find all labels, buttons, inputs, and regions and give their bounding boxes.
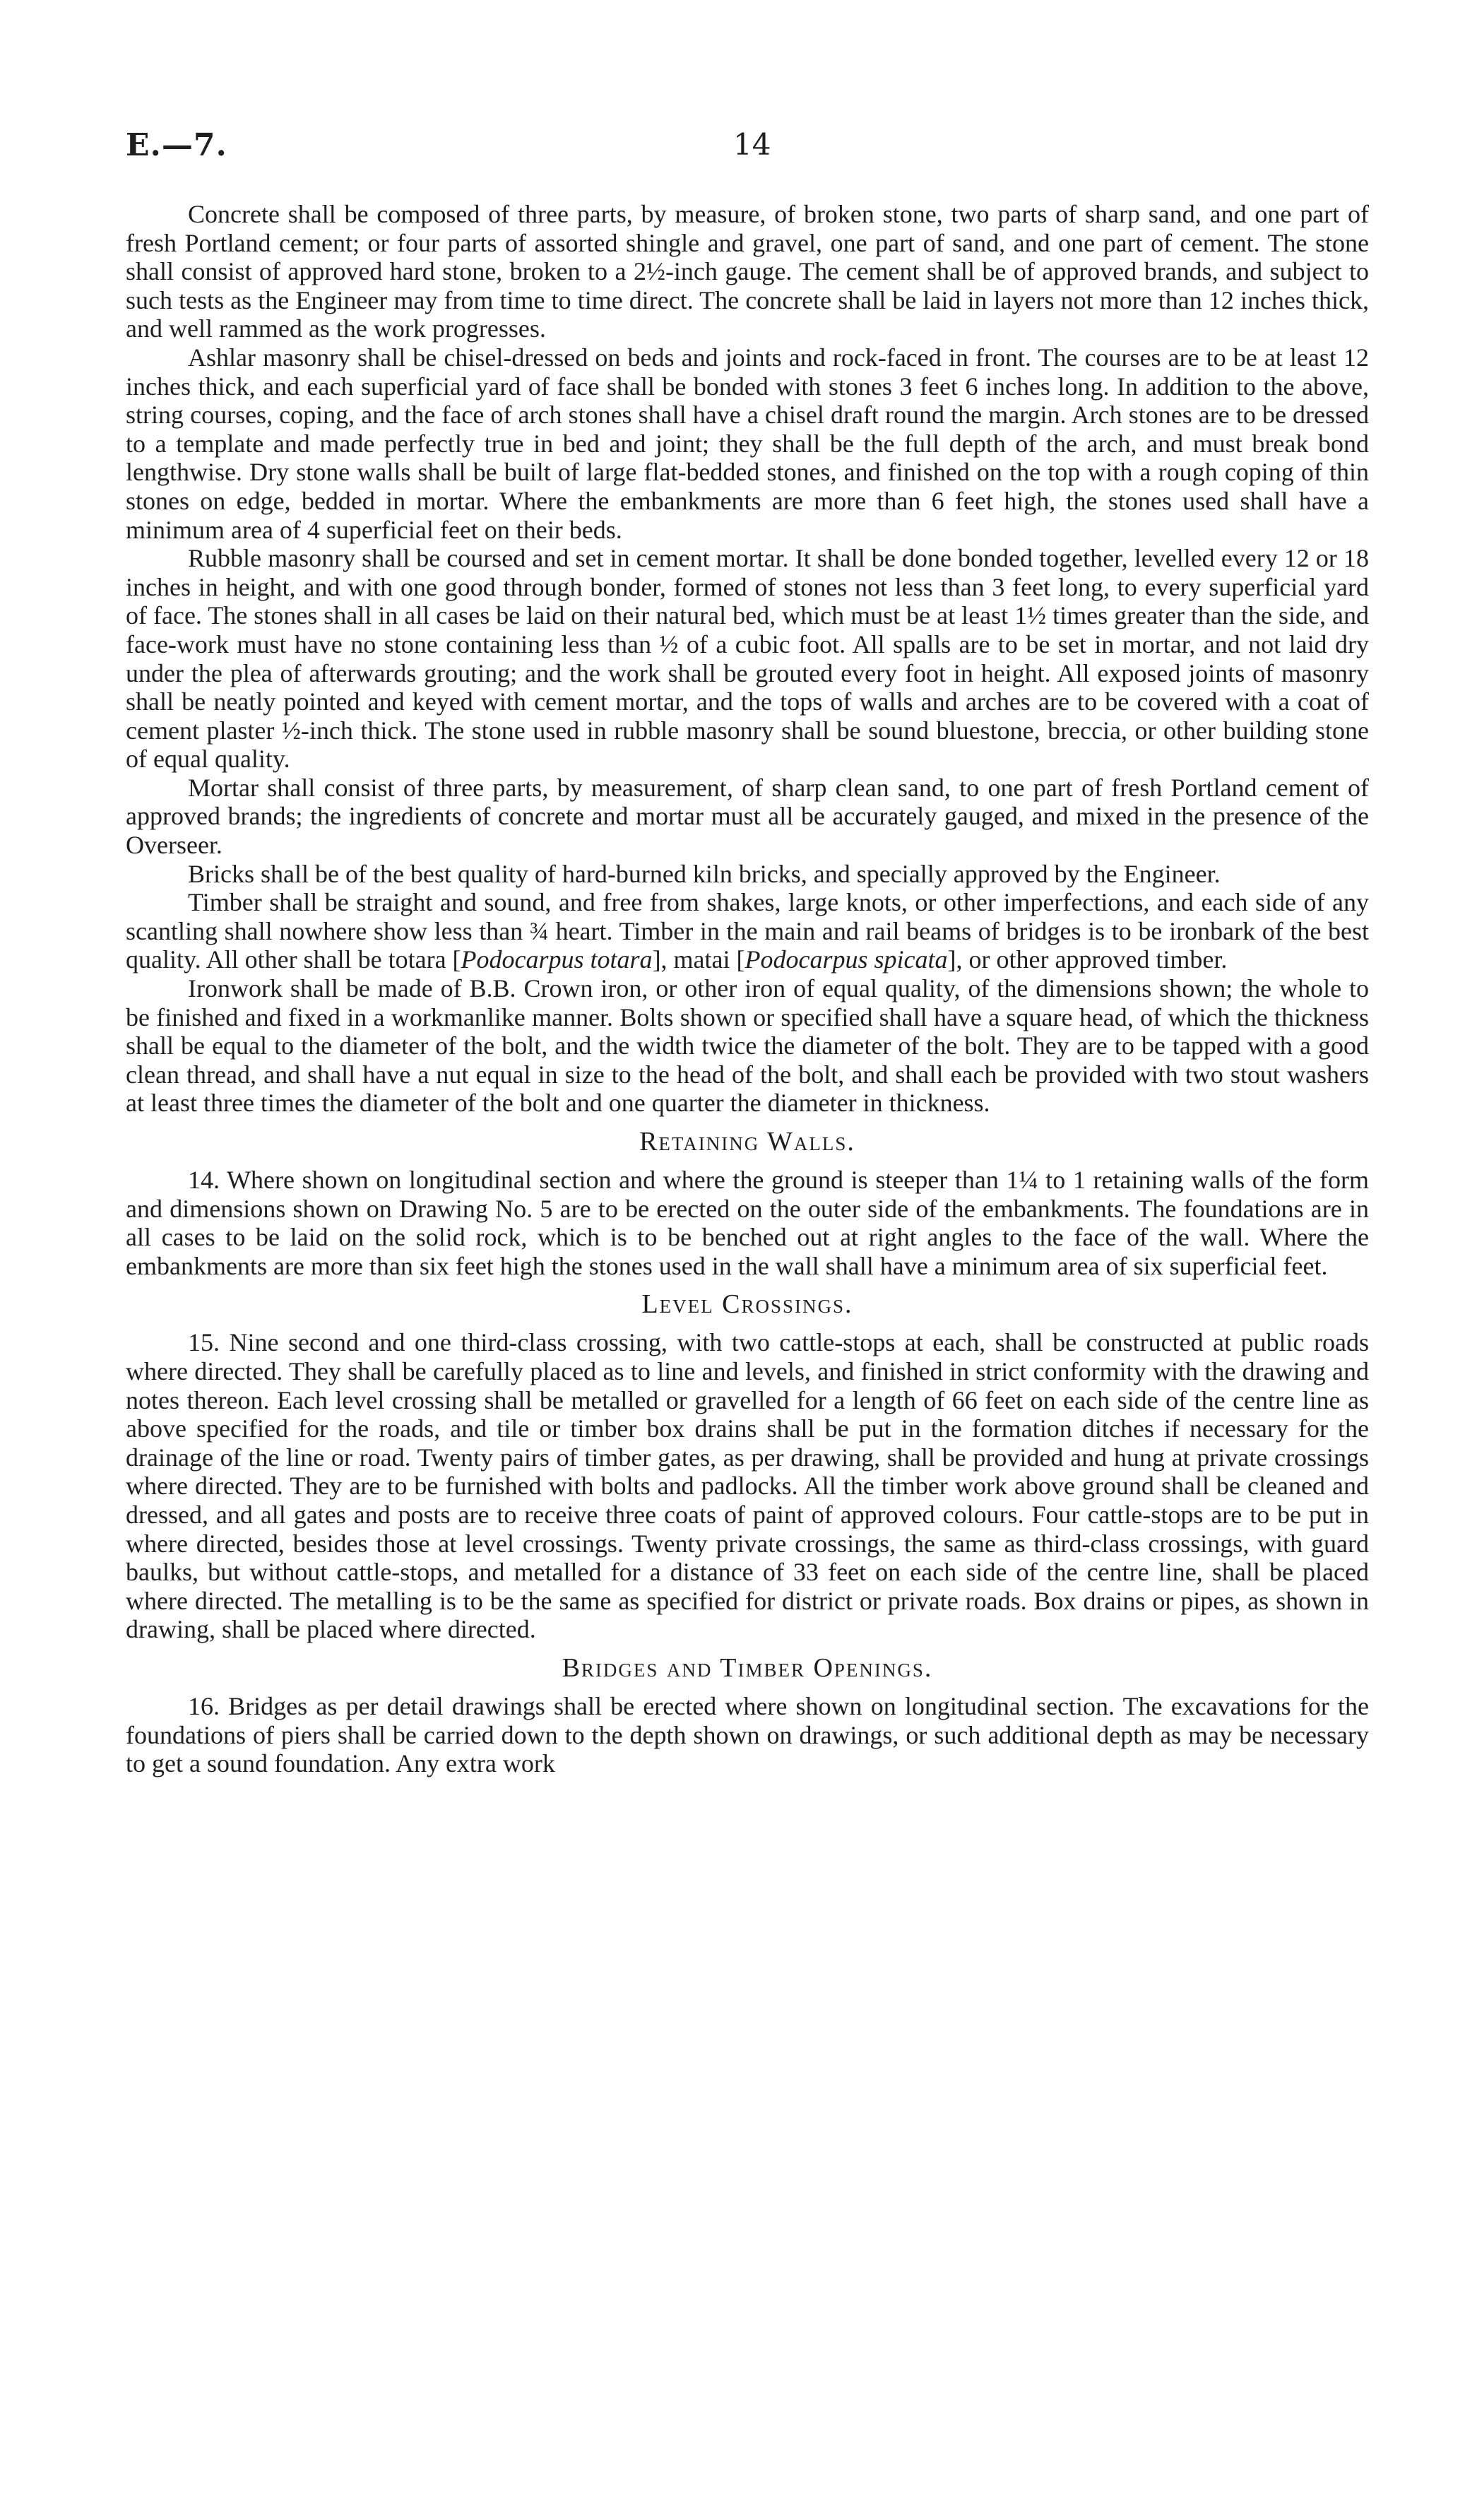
paragraph-retaining-walls: 14. Where shown on longitudinal section and where the ground is steeper than 1¼ to 1 retaining walls of the form and dimensions shown on Drawing No. 5 are to be erected on the outer side of the embankments. The foundations are in all cases to be laid on the solid rock, which is to be benched out at right angles to the face of the wall. Where the embankments are more than six feet high the stones used in the wall shall have a minimum area of six superficial feet. (126, 1166, 1369, 1280)
paragraph-bricks: Bricks shall be of the best quality of hard-burned kiln bricks, and specially approved by the Engineer. (188, 859, 1221, 888)
paragraph-ironwork: Ironwork shall be made of B.B. Crown iron, or other iron of equal quality, of the dimensions shown; the whole to be finished and fixed in a workmanlike manner. Bolts shown or specified shall have a square head, of which the thickness shall be equal to the diameter of the bolt, and the width twice the diameter of the bolt. They are to be tapped with a good clean thread, and shall have a nut equal in size to the head of the bolt, and shall each be provided with two stout washers at least three times the diameter of the bolt and one quarter the diameter in thickness. (126, 974, 1369, 1118)
page-number: 14 (733, 127, 771, 162)
paragraph-rubble: Rubble masonry shall be coursed and set in cement mortar. It shall be done bonded together, levelled every 12 or 18 inches in height, and with one good through bonder, formed of stones not less than 3 feet long, to every superficial yard of face. The stones shall in all cases be laid on their natural bed, which must be at least 1½ times greater than the side, and face-work must have no stone containing less than ½ of a cubic foot. All spalls are to be set in mortar, and not laid dry under the plea of afterwards grouting; and the work shall be grouted every foot in height. All exposed joints of masonry shall be neatly pointed and keyed with cement mortar, and the tops of walls and arches are to be covered with a coat of cement plaster ½-inch thick. The stone used in rubble masonry shall be sound bluestone, breccia, or other building stone of equal quality. (126, 544, 1369, 774)
paragraph-mortar: Mortar shall consist of three parts, by measurement, of sharp clean sand, to one part of fresh Portland cement of approved brands; the ingredients of concrete and mortar must all be accurately gauged, and mixed in the presence of the Overseer. (126, 773, 1369, 860)
species-spicata: Podocarpus spicata (745, 945, 948, 974)
paragraph-level-crossings: 15. Nine second and one third-class crossing, with two cattle-stops at each, shall be constructed at public roads where directed. They shall be carefully placed as to line and levels, and finished in strict conformity with the drawing and notes thereon. Each level crossing shall be metalled or gravelled for a length of 66 feet on each side of the centre line as above specified for the roads, and tile or timber box drains shall be put in the formation ditches if necessary for the drainage of the line or road. Twenty pairs of timber gates, as per drawing, shall be provided and hung at private crossings where directed. They are to be furnished with bolts and padlocks. All the timber work above ground shall be cleaned and dressed, and all gates and posts are to receive three coats of paint of approved colours. Four cattle-stops are to be put in where directed, besides those at level crossings. Twenty private crossings, the same as third-class crossings, with guard baulks, but without cattle-stops, and metalled for a distance of 33 feet on each side of the centre line, shall be placed where directed. The metalling is to be the same as specified for district or private roads. Box drains or pipes, as shown in drawing, shall be placed where directed. (126, 1328, 1369, 1644)
page-header (126, 127, 1369, 177)
document-reference: E.—7. (126, 127, 227, 163)
document-body (126, 200, 1369, 1778)
timber-text-2: ], matai [ (652, 945, 745, 974)
heading-level-crossings: Level Crossings. (641, 1289, 853, 1320)
timber-text-1: Timber shall be straight and sound, and free from shakes, large knots, or other imperfections, and each side of any scantling shall nowhere show less than ¾ heart. Timber in the main and rail beams of bridges is to be ironbark of the best quality. All other shall be totara [ (126, 888, 1369, 974)
timber-text-3: ], or other approved timber. (947, 945, 1228, 974)
heading-retaining-walls: Retaining Walls. (639, 1127, 855, 1157)
paragraph-timber (126, 888, 1369, 974)
paragraph-ashlar: Ashlar masonry shall be chisel-dressed on beds and joints and rock-faced in front. The courses are to be at least 12 inches thick, and each superficial yard of face shall be bonded with stones 3 feet 6 inches long. In addition to the above, string courses, coping, and the face of arch stones shall have a chisel draft round the margin. Arch stones are to be dressed to a template and made perfectly true in bed and joint; they shall be the full depth of the arch, and must break bond lengthwise. Dry stone walls shall be built of large flat-bedded stones, and finished on the top with a rough coping of thin stones on edge, bedded in mortar. Where the embankments are more than 6 feet high, the stones used shall have a minimum area of 4 superficial feet on their beds. (126, 343, 1369, 544)
paragraph-concrete: Concrete shall be composed of three parts, by measure, of broken stone, two parts of sharp sand, and one part of fresh Portland cement; or four parts of assorted shingle and gravel, one part of sand, and one part of cement. The stone shall consist of approved hard stone, broken to a 2½-inch gauge. The cement shall be of approved brands, and subject to such tests as the Engineer may from time to time direct. The concrete shall be laid in layers not more than 12 inches thick, and well rammed as the work progresses. (126, 200, 1369, 343)
heading-bridges: Bridges and Timber Openings. (562, 1652, 933, 1683)
species-totara: Podocarpus totara (461, 945, 653, 974)
paragraph-bridges: 16. Bridges as per detail drawings shall be erected where shown on longitudinal section. The excavations for the foundations of piers shall be carried down to the depth shown on drawings, or such additional depth as may be necessary to get a sound foundation. Any extra work (126, 1691, 1369, 1778)
